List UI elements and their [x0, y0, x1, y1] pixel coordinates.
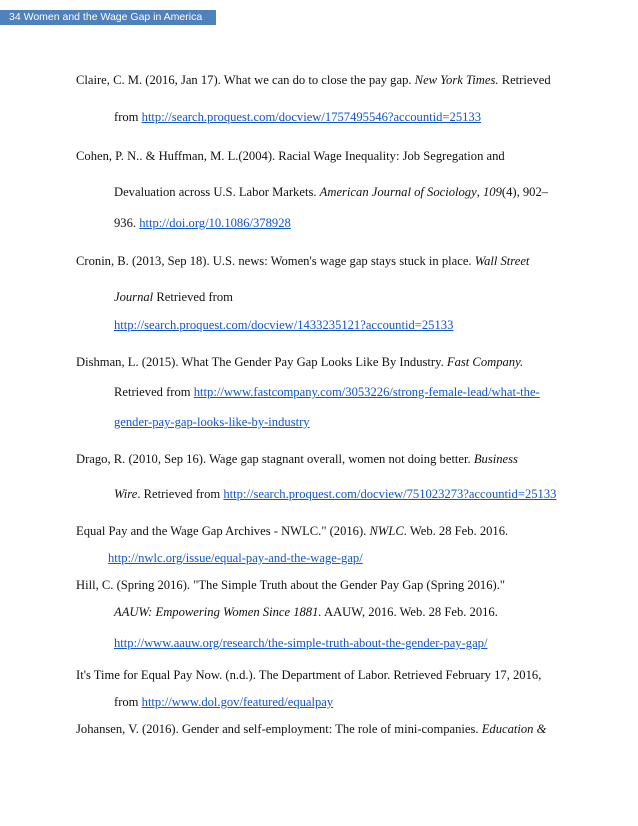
reference-drago-line1 — [76, 452, 518, 467]
ref-text: 936. — [114, 216, 140, 230]
ref-text: Hill, C. (Spring 2016). "The Simple Truth about the Gender Pay Gap (Spring 2016)." — [76, 578, 505, 592]
ref-source: Journal — [114, 290, 154, 304]
ref-source: Fast Company. — [446, 355, 524, 369]
ref-source: Wall Street — [474, 254, 530, 268]
ref-text: Claire, C. M. (2016, Jan 17). What we can do to close the pay gap. — [76, 73, 415, 87]
ref-source: Wire — [114, 487, 138, 501]
reference-hill-line3 — [114, 636, 487, 651]
ref-text: (4), 902– — [501, 185, 549, 199]
ref-text: Retrieved — [498, 73, 551, 87]
ref-source: AAUW: Empowering Women Since 1881. — [114, 605, 322, 619]
ref-source: New York Times. — [414, 73, 499, 87]
ref-text: from — [114, 110, 142, 124]
reference-dishman-line3 — [114, 415, 310, 430]
reference-cronin-line3 — [114, 318, 453, 333]
reference-nwlc-line2 — [108, 551, 363, 566]
reference-dishman-line1 — [76, 355, 523, 370]
ref-text: Retrieved from — [153, 290, 233, 304]
reference-dol-line2 — [114, 695, 333, 710]
ref-text: from — [114, 695, 142, 709]
reference-claire-line1 — [76, 73, 551, 88]
ref-text: Equal Pay and the Wage Gap Archives - NWLC." (2016). — [76, 524, 370, 538]
reference-link[interactable]: http://search.proquest.com/docview/751023273?accountid=25133 — [223, 487, 557, 501]
ref-source: NWLC — [369, 524, 404, 538]
reference-drago-line2 — [114, 487, 556, 502]
ref-text: Johansen, V. (2016). Gender and self-employment: The role of mini-companies. — [76, 722, 482, 736]
ref-text: Drago, R. (2010, Sep 16). Wage gap stagnant overall, women not doing better. — [76, 452, 474, 466]
reference-cronin-line2 — [114, 290, 233, 305]
ref-source: American Journal of Sociology — [319, 185, 477, 199]
reference-hill-line2 — [114, 605, 498, 620]
reference-claire-line2 — [114, 110, 481, 125]
reference-hill-line1 — [76, 578, 505, 593]
ref-text: AAUW, 2016. Web. 28 Feb. 2016. — [321, 605, 498, 619]
reference-cohen-line3 — [114, 216, 291, 231]
ref-text: . Web. 28 Feb. 2016. — [403, 524, 509, 538]
ref-source: Education & — [481, 722, 547, 736]
ref-text: , — [476, 185, 483, 199]
reference-link[interactable]: http://www.aauw.org/research/the-simple-truth-about-the-gender-pay-gap/ — [114, 636, 488, 650]
reference-link[interactable]: http://search.proquest.com/docview/1757495546?accountid=25133 — [141, 110, 482, 124]
ref-source: Business — [473, 452, 518, 466]
reference-link[interactable]: http://www.dol.gov/featured/equalpay — [141, 695, 334, 709]
ref-text: Retrieved from — [114, 385, 194, 399]
ref-text: Dishman, L. (2015). What The Gender Pay Gap Looks Like By Industry. — [76, 355, 447, 369]
reference-link[interactable]: http://search.proquest.com/docview/1433235121?accountid=25133 — [114, 318, 454, 332]
reference-dol-line1 — [76, 668, 541, 683]
reference-dishman-line2 — [114, 385, 540, 400]
page-header: 34 Women and the Wage Gap in America — [0, 10, 216, 25]
reference-link[interactable]: http://doi.org/10.1086/378928 — [139, 216, 291, 230]
reference-link[interactable]: http://www.fastcompany.com/3053226/strong-female-lead/what-the- — [193, 385, 540, 399]
ref-text: It's Time for Equal Pay Now. (n.d.). The Department of Labor. Retrieved February 17, 2016, — [76, 668, 542, 682]
ref-volume: 109 — [483, 185, 502, 199]
reference-link[interactable]: gender-pay-gap-looks-like-by-industry — [114, 415, 310, 429]
reference-cohen-line1 — [76, 149, 505, 164]
ref-text: Cohen, P. N.. & Huffman, M. L.(2004). Racial Wage Inequality: Job Segregation and — [76, 149, 505, 163]
reference-cohen-line2 — [114, 185, 548, 200]
ref-text: . Retrieved from — [137, 487, 224, 501]
reference-cronin-line1 — [76, 254, 529, 269]
reference-link[interactable]: http://nwlc.org/issue/equal-pay-and-the-wage-gap/ — [108, 551, 363, 565]
ref-text: Devaluation across U.S. Labor Markets. — [114, 185, 320, 199]
reference-johansen-line1 — [76, 722, 546, 737]
reference-nwlc-line1 — [76, 524, 508, 539]
ref-text: Cronin, B. (2013, Sep 18). U.S. news: Women's wage gap stays stuck in place. — [76, 254, 475, 268]
